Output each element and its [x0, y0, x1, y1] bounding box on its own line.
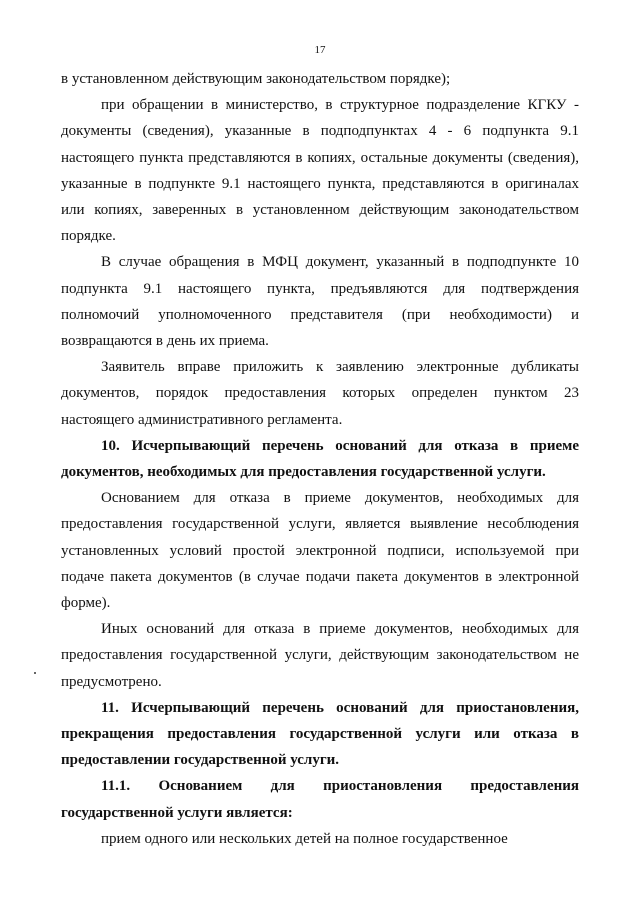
paragraph-no-other-grounds: Иных оснований для отказа в приеме документов, необходимых для предоставления государственной услуги, действующим законодательством не предусмотрено.: [61, 621, 579, 690]
page-number: 17: [314, 44, 326, 56]
document-body: [61, 66, 579, 852]
scan-speck: [34, 672, 36, 674]
paragraph-continuation: в установленном действующим законодательством порядке);: [61, 71, 451, 87]
subsection-heading-11-1: 11.1. Основанием для приостановления предоставления государственной услуги является:: [61, 778, 579, 821]
paragraph-ministry-documents: при обращении в министерство, в структурное подразделение КГКУ - документы (сведения), указанные в подподпунктах 4 - 6 подпункта 9.1 настоящего пункта представляются в копиях, остальные документы (сведения), указанные в подпункте 9.1 настоящего пункта, представляются в оригиналах или копиях, заверенных в установленном действующим законодательством порядке.: [61, 97, 579, 245]
section-heading-11: 11. Исчерпывающий перечень оснований для приостановления, прекращения предоставления государственной услуги или отказа в предоставлении государственной услуги.: [61, 699, 579, 769]
section-heading-10: 10. Исчерпывающий перечень оснований для отказа в приеме документов, необходимых для предоставления государственной услуги.: [61, 437, 579, 481]
paragraph-electronic-duplicates: Заявитель вправе приложить к заявлению электронные дубликаты документов, порядок предоставления которых определен пунктом 23 настоящего административного регламента.: [61, 359, 579, 428]
paragraph-mfc-documents: В случае обращения в МФЦ документ, указанный в подподпункте 10 подпункта 9.1 настоящего пункта, предъявляются для подтверждения полномочий уполномоченного представителя (при необходимости) и возвращаются в день их приема.: [61, 254, 579, 350]
paragraph-refusal-grounds: Основанием для отказа в приеме документов, необходимых для предоставления государственной услуги, является выявление несоблюдения установленных условий простой электронной подписи, используемой при подаче пакета документов (в случае подачи пакета документов в электронной форме).: [61, 490, 579, 612]
paragraph-child-admission: прием одного или нескольких детей на полное государственное: [101, 830, 508, 847]
